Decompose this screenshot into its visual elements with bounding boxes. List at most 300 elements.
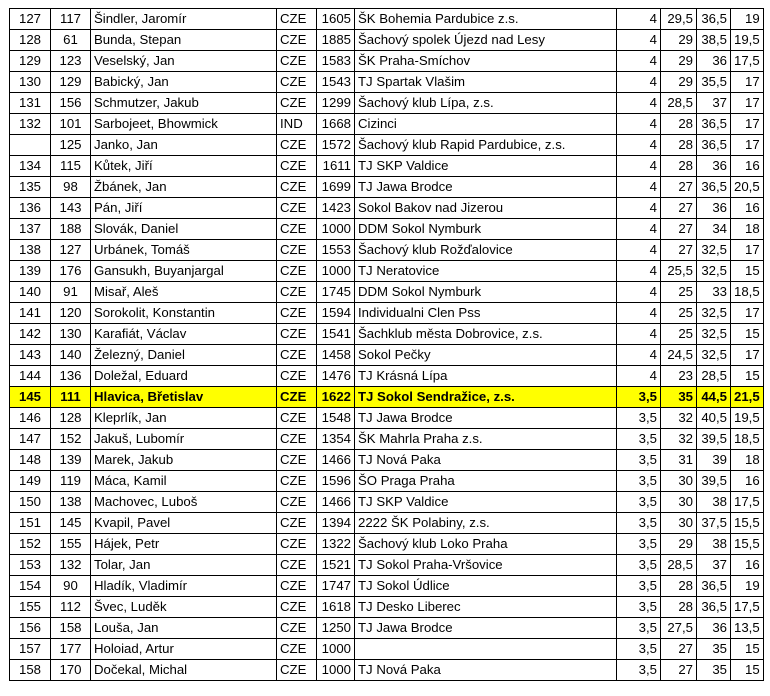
federation-cell: CZE [277,51,317,72]
tiebreak-1-cell: 28 [661,597,697,618]
federation-cell: CZE [277,408,317,429]
federation-cell: CZE [277,366,317,387]
table-row [10,534,764,555]
tiebreak-3-cell: 17 [731,93,764,114]
player-name-cell: Tolar, Jan [91,555,277,576]
tiebreak-1-cell: 28 [661,114,697,135]
rating-cell: 1354 [317,429,355,450]
table-row [10,93,764,114]
tiebreak-3-cell: 17 [731,135,764,156]
table-row [10,576,764,597]
tiebreak-3-cell: 17,5 [731,597,764,618]
tiebreak-2-cell: 35 [697,639,731,660]
tiebreak-1-cell: 28 [661,576,697,597]
tiebreak-2-cell: 44,5 [697,387,731,408]
player-name-cell: Železný, Daniel [91,345,277,366]
club-cell: TJ Nová Paka [355,450,617,471]
points-cell: 3,5 [617,513,661,534]
federation-cell: CZE [277,135,317,156]
federation-cell: CZE [277,9,317,30]
federation-cell: CZE [277,576,317,597]
club-cell: Sokol Bakov nad Jizerou [355,198,617,219]
tiebreak-2-cell: 38 [697,534,731,555]
club-cell: TJ Spartak Vlašim [355,72,617,93]
player-name-cell: Janko, Jan [91,135,277,156]
tiebreak-1-cell: 23 [661,366,697,387]
rank-cell: 145 [10,387,51,408]
start-number-cell: 176 [51,261,91,282]
rank-cell: 129 [10,51,51,72]
rating-cell: 1553 [317,240,355,261]
player-name-cell: Veselský, Jan [91,51,277,72]
tiebreak-3-cell: 16 [731,471,764,492]
player-name-cell: Urbánek, Tomáš [91,240,277,261]
rating-cell: 1250 [317,618,355,639]
rating-cell: 1423 [317,198,355,219]
federation-cell: CZE [277,261,317,282]
table-row [10,219,764,240]
rank-cell: 156 [10,618,51,639]
tiebreak-3-cell: 15 [731,660,764,681]
player-name-cell: Hlavica, Břetislav [91,387,277,408]
start-number-cell: 145 [51,513,91,534]
tiebreak-3-cell: 15 [731,639,764,660]
tiebreak-3-cell: 18 [731,219,764,240]
club-cell: TJ Sokol Praha-Vršovice [355,555,617,576]
player-name-cell: Misař, Aleš [91,282,277,303]
start-number-cell: 156 [51,93,91,114]
points-cell: 3,5 [617,597,661,618]
player-name-cell: Kleprlík, Jan [91,408,277,429]
points-cell: 4 [617,72,661,93]
tiebreak-3-cell: 19,5 [731,30,764,51]
tiebreak-1-cell: 25 [661,282,697,303]
table-row [10,30,764,51]
start-number-cell: 90 [51,576,91,597]
points-cell: 4 [617,303,661,324]
points-cell: 3,5 [617,429,661,450]
federation-cell: CZE [277,492,317,513]
rank-cell: 140 [10,282,51,303]
table-row [10,114,764,135]
federation-cell: CZE [277,177,317,198]
rank-cell: 152 [10,534,51,555]
club-cell: Šachový klub Loko Praha [355,534,617,555]
start-number-cell: 120 [51,303,91,324]
rank-cell: 150 [10,492,51,513]
points-cell: 3,5 [617,639,661,660]
table-row [10,660,764,681]
tiebreak-1-cell: 27 [661,639,697,660]
federation-cell: CZE [277,660,317,681]
start-number-cell: 132 [51,555,91,576]
tiebreak-3-cell: 17 [731,72,764,93]
tiebreak-3-cell: 15 [731,324,764,345]
points-cell: 4 [617,30,661,51]
tiebreak-2-cell: 36 [697,51,731,72]
tiebreak-1-cell: 35 [661,387,697,408]
tiebreak-1-cell: 31 [661,450,697,471]
rank-cell: 128 [10,30,51,51]
table-row [10,639,764,660]
tiebreak-2-cell: 32,5 [697,324,731,345]
club-cell: Individualni Clen Pss [355,303,617,324]
points-cell: 4 [617,282,661,303]
club-cell: TJ Sokol Sendražice, z.s. [355,387,617,408]
start-number-cell: 129 [51,72,91,93]
points-cell: 3,5 [617,387,661,408]
player-name-cell: Slovák, Daniel [91,219,277,240]
club-cell: TJ Jawa Brodce [355,177,617,198]
tiebreak-1-cell: 27 [661,240,697,261]
rank-cell: 148 [10,450,51,471]
table-row [10,366,764,387]
start-number-cell: 123 [51,51,91,72]
rank-cell: 154 [10,576,51,597]
tiebreak-1-cell: 24,5 [661,345,697,366]
tiebreak-2-cell: 37 [697,93,731,114]
tiebreak-2-cell: 37,5 [697,513,731,534]
club-cell: TJ SKP Valdice [355,492,617,513]
federation-cell: CZE [277,198,317,219]
federation-cell: CZE [277,303,317,324]
table-row [10,261,764,282]
points-cell: 4 [617,324,661,345]
tiebreak-1-cell: 27 [661,660,697,681]
tiebreak-2-cell: 36 [697,618,731,639]
rating-cell: 1000 [317,219,355,240]
points-cell: 3,5 [617,618,661,639]
club-cell: Cizinci [355,114,617,135]
player-name-cell: Hájek, Petr [91,534,277,555]
club-cell: 2222 ŠK Polabiny, z.s. [355,513,617,534]
table-row [10,303,764,324]
tiebreak-2-cell: 32,5 [697,303,731,324]
federation-cell: CZE [277,282,317,303]
tiebreak-3-cell: 17 [731,345,764,366]
federation-cell: CZE [277,429,317,450]
rank-cell: 127 [10,9,51,30]
start-number-cell: 158 [51,618,91,639]
tiebreak-2-cell: 36 [697,198,731,219]
tiebreak-1-cell: 29 [661,72,697,93]
tiebreak-1-cell: 25 [661,303,697,324]
player-name-cell: Jakuš, Lubomír [91,429,277,450]
tiebreak-3-cell: 16 [731,555,764,576]
points-cell: 4 [617,114,661,135]
player-name-cell: Žbánek, Jan [91,177,277,198]
player-name-cell: Máca, Kamil [91,471,277,492]
start-number-cell: 101 [51,114,91,135]
tiebreak-1-cell: 27 [661,219,697,240]
points-cell: 4 [617,198,661,219]
start-number-cell: 138 [51,492,91,513]
tiebreak-1-cell: 29 [661,30,697,51]
tiebreak-2-cell: 35 [697,660,731,681]
player-name-cell: Bunda, Stepan [91,30,277,51]
start-number-cell: 155 [51,534,91,555]
tiebreak-3-cell: 18,5 [731,282,764,303]
rating-cell: 1394 [317,513,355,534]
tiebreak-2-cell: 38 [697,492,731,513]
tiebreak-3-cell: 19 [731,576,764,597]
tiebreak-3-cell: 15,5 [731,534,764,555]
tiebreak-2-cell: 32,5 [697,261,731,282]
table-row [10,72,764,93]
rank-cell: 146 [10,408,51,429]
rating-cell: 1458 [317,345,355,366]
rating-cell: 1583 [317,51,355,72]
federation-cell: CZE [277,72,317,93]
table-row [10,408,764,429]
tiebreak-3-cell: 19,5 [731,408,764,429]
player-name-cell: Doležal, Eduard [91,366,277,387]
club-cell: TJ Desko Liberec [355,597,617,618]
start-number-cell: 177 [51,639,91,660]
rank-cell: 139 [10,261,51,282]
federation-cell: CZE [277,387,317,408]
table-row [10,51,764,72]
points-cell: 3,5 [617,660,661,681]
rating-cell: 1548 [317,408,355,429]
rank-cell: 157 [10,639,51,660]
club-cell: Šachový klub Rapid Pardubice, z.s. [355,135,617,156]
rating-cell: 1699 [317,177,355,198]
tiebreak-3-cell: 17,5 [731,492,764,513]
tiebreak-1-cell: 32 [661,408,697,429]
tiebreak-2-cell: 32,5 [697,345,731,366]
start-number-cell: 111 [51,387,91,408]
points-cell: 4 [617,240,661,261]
rank-cell: 144 [10,366,51,387]
player-name-cell: Gansukh, Buyanjargal [91,261,277,282]
table-row [10,135,764,156]
tiebreak-1-cell: 32 [661,429,697,450]
tiebreak-1-cell: 28,5 [661,555,697,576]
tiebreak-1-cell: 30 [661,513,697,534]
tiebreak-2-cell: 40,5 [697,408,731,429]
points-cell: 4 [617,366,661,387]
tiebreak-2-cell: 36,5 [697,114,731,135]
tiebreak-1-cell: 28 [661,156,697,177]
tiebreak-2-cell: 39,5 [697,471,731,492]
rank-cell: 142 [10,324,51,345]
federation-cell: CZE [277,345,317,366]
tiebreak-1-cell: 27 [661,177,697,198]
rank-cell: 158 [10,660,51,681]
player-name-cell: Sorokolit, Konstantin [91,303,277,324]
club-cell: DDM Sokol Nymburk [355,219,617,240]
rating-cell: 1543 [317,72,355,93]
tiebreak-3-cell: 20,5 [731,177,764,198]
table-row [10,450,764,471]
tiebreak-3-cell: 15 [731,366,764,387]
table-row [10,471,764,492]
start-number-cell: 128 [51,408,91,429]
tiebreak-3-cell: 17,5 [731,51,764,72]
club-cell: TJ Sokol Údlice [355,576,617,597]
club-cell: Sokol Pečky [355,345,617,366]
club-cell: ŠK Mahrla Praha z.s. [355,429,617,450]
federation-cell: CZE [277,471,317,492]
points-cell: 4 [617,51,661,72]
table-row [10,282,764,303]
federation-cell: CZE [277,219,317,240]
rank-cell: 134 [10,156,51,177]
table-row [10,9,764,30]
start-number-cell: 130 [51,324,91,345]
club-cell: DDM Sokol Nymburk [355,282,617,303]
rating-cell: 1466 [317,450,355,471]
player-name-cell: Holoiad, Artur [91,639,277,660]
tiebreak-1-cell: 29 [661,51,697,72]
table-row [10,177,764,198]
player-name-cell: Kvapil, Pavel [91,513,277,534]
club-cell: Šachový klub Lípa, z.s. [355,93,617,114]
tiebreak-3-cell: 18 [731,450,764,471]
rating-cell: 1605 [317,9,355,30]
tiebreak-2-cell: 36,5 [697,576,731,597]
tiebreak-3-cell: 21,5 [731,387,764,408]
rank-cell: 143 [10,345,51,366]
player-name-cell: Babický, Jan [91,72,277,93]
rank-cell: 155 [10,597,51,618]
standings-body [10,9,764,681]
table-row [10,240,764,261]
player-name-cell: Machovec, Luboš [91,492,277,513]
tiebreak-1-cell: 30 [661,492,697,513]
start-number-cell: 61 [51,30,91,51]
table-row [10,156,764,177]
tiebreak-3-cell: 17 [731,240,764,261]
tiebreak-1-cell: 29,5 [661,9,697,30]
rating-cell: 1747 [317,576,355,597]
rating-cell: 1322 [317,534,355,555]
rank-cell: 153 [10,555,51,576]
club-cell: TJ Nová Paka [355,660,617,681]
player-name-cell: Marek, Jakub [91,450,277,471]
rating-cell: 1000 [317,639,355,660]
player-name-cell: Sarbojeet, Bhowmick [91,114,277,135]
rank-cell: 132 [10,114,51,135]
federation-cell: CZE [277,240,317,261]
table-row [10,324,764,345]
start-number-cell: 127 [51,240,91,261]
start-number-cell: 170 [51,660,91,681]
federation-cell: CZE [277,156,317,177]
club-cell: TJ Neratovice [355,261,617,282]
club-cell: TJ Jawa Brodce [355,408,617,429]
rank-cell: 130 [10,72,51,93]
standings-table [9,8,764,681]
club-cell: TJ Jawa Brodce [355,618,617,639]
tiebreak-2-cell: 33 [697,282,731,303]
rank-cell: 141 [10,303,51,324]
tiebreak-1-cell: 29 [661,534,697,555]
rank-cell: 138 [10,240,51,261]
tiebreak-1-cell: 27 [661,198,697,219]
club-cell: ŠK Praha-Smíchov [355,51,617,72]
table-row [10,345,764,366]
start-number-cell: 125 [51,135,91,156]
start-number-cell: 98 [51,177,91,198]
federation-cell: CZE [277,618,317,639]
start-number-cell: 188 [51,219,91,240]
points-cell: 3,5 [617,576,661,597]
table-row [10,429,764,450]
federation-cell: CZE [277,93,317,114]
rank-cell: 147 [10,429,51,450]
table-row [10,555,764,576]
tiebreak-3-cell: 16 [731,156,764,177]
player-name-cell: Louša, Jan [91,618,277,639]
rating-cell: 1476 [317,366,355,387]
tiebreak-2-cell: 39 [697,450,731,471]
rating-cell: 1885 [317,30,355,51]
start-number-cell: 143 [51,198,91,219]
start-number-cell: 152 [51,429,91,450]
player-name-cell: Šindler, Jaromír [91,9,277,30]
rating-cell: 1596 [317,471,355,492]
tiebreak-1-cell: 25,5 [661,261,697,282]
tiebreak-1-cell: 28,5 [661,93,697,114]
club-cell: ŠK Bohemia Pardubice z.s. [355,9,617,30]
tiebreak-1-cell: 27,5 [661,618,697,639]
federation-cell: IND [277,114,317,135]
tiebreak-2-cell: 28,5 [697,366,731,387]
rating-cell: 1521 [317,555,355,576]
rank-cell: 136 [10,198,51,219]
club-cell: Šachklub města Dobrovice, z.s. [355,324,617,345]
tiebreak-1-cell: 28 [661,135,697,156]
player-name-cell: Karafiát, Václav [91,324,277,345]
points-cell: 4 [617,177,661,198]
points-cell: 4 [617,135,661,156]
tiebreak-3-cell: 13,5 [731,618,764,639]
club-cell: ŠO Praga Praha [355,471,617,492]
start-number-cell: 117 [51,9,91,30]
tiebreak-2-cell: 39,5 [697,429,731,450]
points-cell: 4 [617,93,661,114]
tiebreak-3-cell: 19 [731,9,764,30]
tiebreak-3-cell: 18,5 [731,429,764,450]
club-cell: TJ SKP Valdice [355,156,617,177]
start-number-cell: 112 [51,597,91,618]
start-number-cell: 91 [51,282,91,303]
tiebreak-2-cell: 34 [697,219,731,240]
rating-cell: 1622 [317,387,355,408]
points-cell: 4 [617,261,661,282]
points-cell: 3,5 [617,492,661,513]
rating-cell: 1594 [317,303,355,324]
rank-cell: 131 [10,93,51,114]
tiebreak-3-cell: 15 [731,261,764,282]
start-number-cell: 136 [51,366,91,387]
club-cell: Šachový klub Rožďalovice [355,240,617,261]
federation-cell: CZE [277,534,317,555]
tiebreak-2-cell: 32,5 [697,240,731,261]
rating-cell: 1611 [317,156,355,177]
player-name-cell: Pán, Jiří [91,198,277,219]
points-cell: 3,5 [617,534,661,555]
federation-cell: CZE [277,555,317,576]
tiebreak-2-cell: 36,5 [697,135,731,156]
points-cell: 4 [617,9,661,30]
player-name-cell: Hladík, Vladimír [91,576,277,597]
tiebreak-2-cell: 36,5 [697,597,731,618]
rank-cell: 149 [10,471,51,492]
rank-cell: 151 [10,513,51,534]
